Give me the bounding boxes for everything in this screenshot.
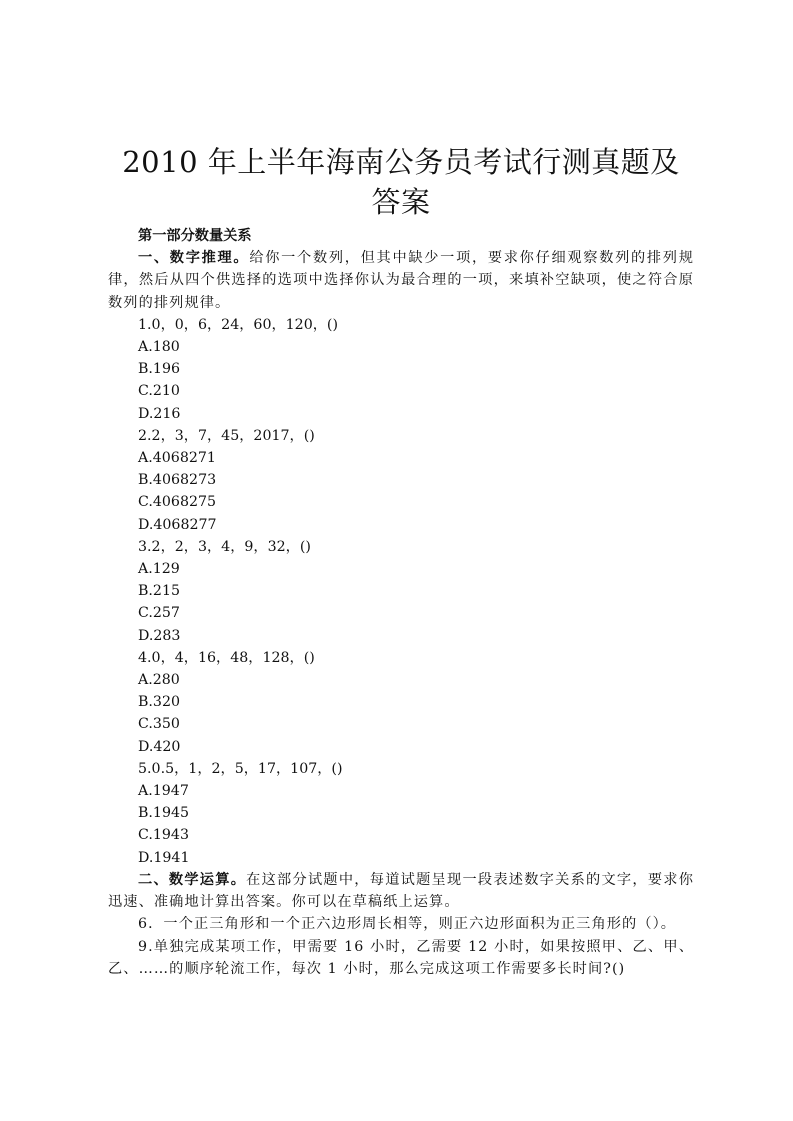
section1-text: 给你一个数列，但其中缺少一项，要求你仔细观察数列的排列规律，然后从四个供选择的选项中选择你认为最合理的一项，来填补空缺项，使之符合原数列的排列规律。 (108, 250, 694, 311)
section2-label: 二、数学运算。 (138, 871, 247, 888)
question-stem: 5.0.5，1，2，5，17，107，() (138, 760, 343, 777)
question-1 (108, 314, 694, 425)
option-a: A.180 (138, 339, 180, 356)
option-b: B.320 (138, 694, 181, 711)
question-9: 9.单独完成某项工作，甲需要 16 小时，乙需要 12 小时，如果按照甲、乙、甲、乙、……的顺序轮流工作，每次 1 小时，那么完成这项工作需要多长时间?() (108, 938, 694, 977)
option-b: B.215 (138, 583, 181, 600)
section2-intro (108, 869, 694, 913)
section1-intro (108, 247, 694, 314)
option-a: A.129 (138, 561, 180, 578)
question-stem: 3.2，2，3，4，9，32，() (138, 538, 311, 555)
option-d: D.420 (138, 738, 181, 755)
question-5 (108, 758, 694, 869)
document-title: 2010 年上半年海南公务员考试行测真题及答案 (122, 145, 680, 219)
option-c: C.350 (138, 716, 180, 733)
option-b: B.1945 (138, 805, 190, 822)
option-c: C.1943 (138, 827, 189, 844)
question-stem: 4.0，4，16，48，128，() (138, 649, 315, 666)
option-d: D.283 (138, 627, 181, 644)
option-b: B.196 (138, 361, 181, 378)
option-c: C.210 (138, 383, 180, 400)
question-stem: 2.2，3，7，45，2017，() (138, 427, 315, 444)
option-c: C.257 (138, 605, 180, 622)
question-2 (108, 425, 694, 536)
part-heading: 第一部分数量关系 (138, 228, 252, 244)
option-d: D.4068277 (138, 516, 217, 533)
question-6: 6．一个正三角形和一个正六边形周长相等，则正六边形面积为正三角形的（）。 (138, 916, 677, 933)
section1-label: 一、数字推理。 (138, 250, 250, 267)
question-4 (108, 647, 694, 758)
option-d: D.1941 (138, 849, 190, 866)
section2-text: 在这部分试题中，每道试题呈现一段表述数字关系的文字，要求你迅速、准确地计算出答案。你可以在草稿纸上运算。 (108, 871, 695, 911)
document-page (108, 142, 694, 980)
option-c: C.4068275 (138, 494, 217, 511)
option-b: B.4068273 (138, 472, 217, 489)
option-a: A.280 (138, 672, 180, 689)
option-d: D.216 (138, 405, 181, 422)
question-stem: 1.0，0，6，24，60，120，() (138, 316, 338, 333)
question-3 (108, 536, 694, 647)
option-a: A.1947 (138, 783, 189, 800)
option-a: A.4068271 (138, 450, 216, 467)
